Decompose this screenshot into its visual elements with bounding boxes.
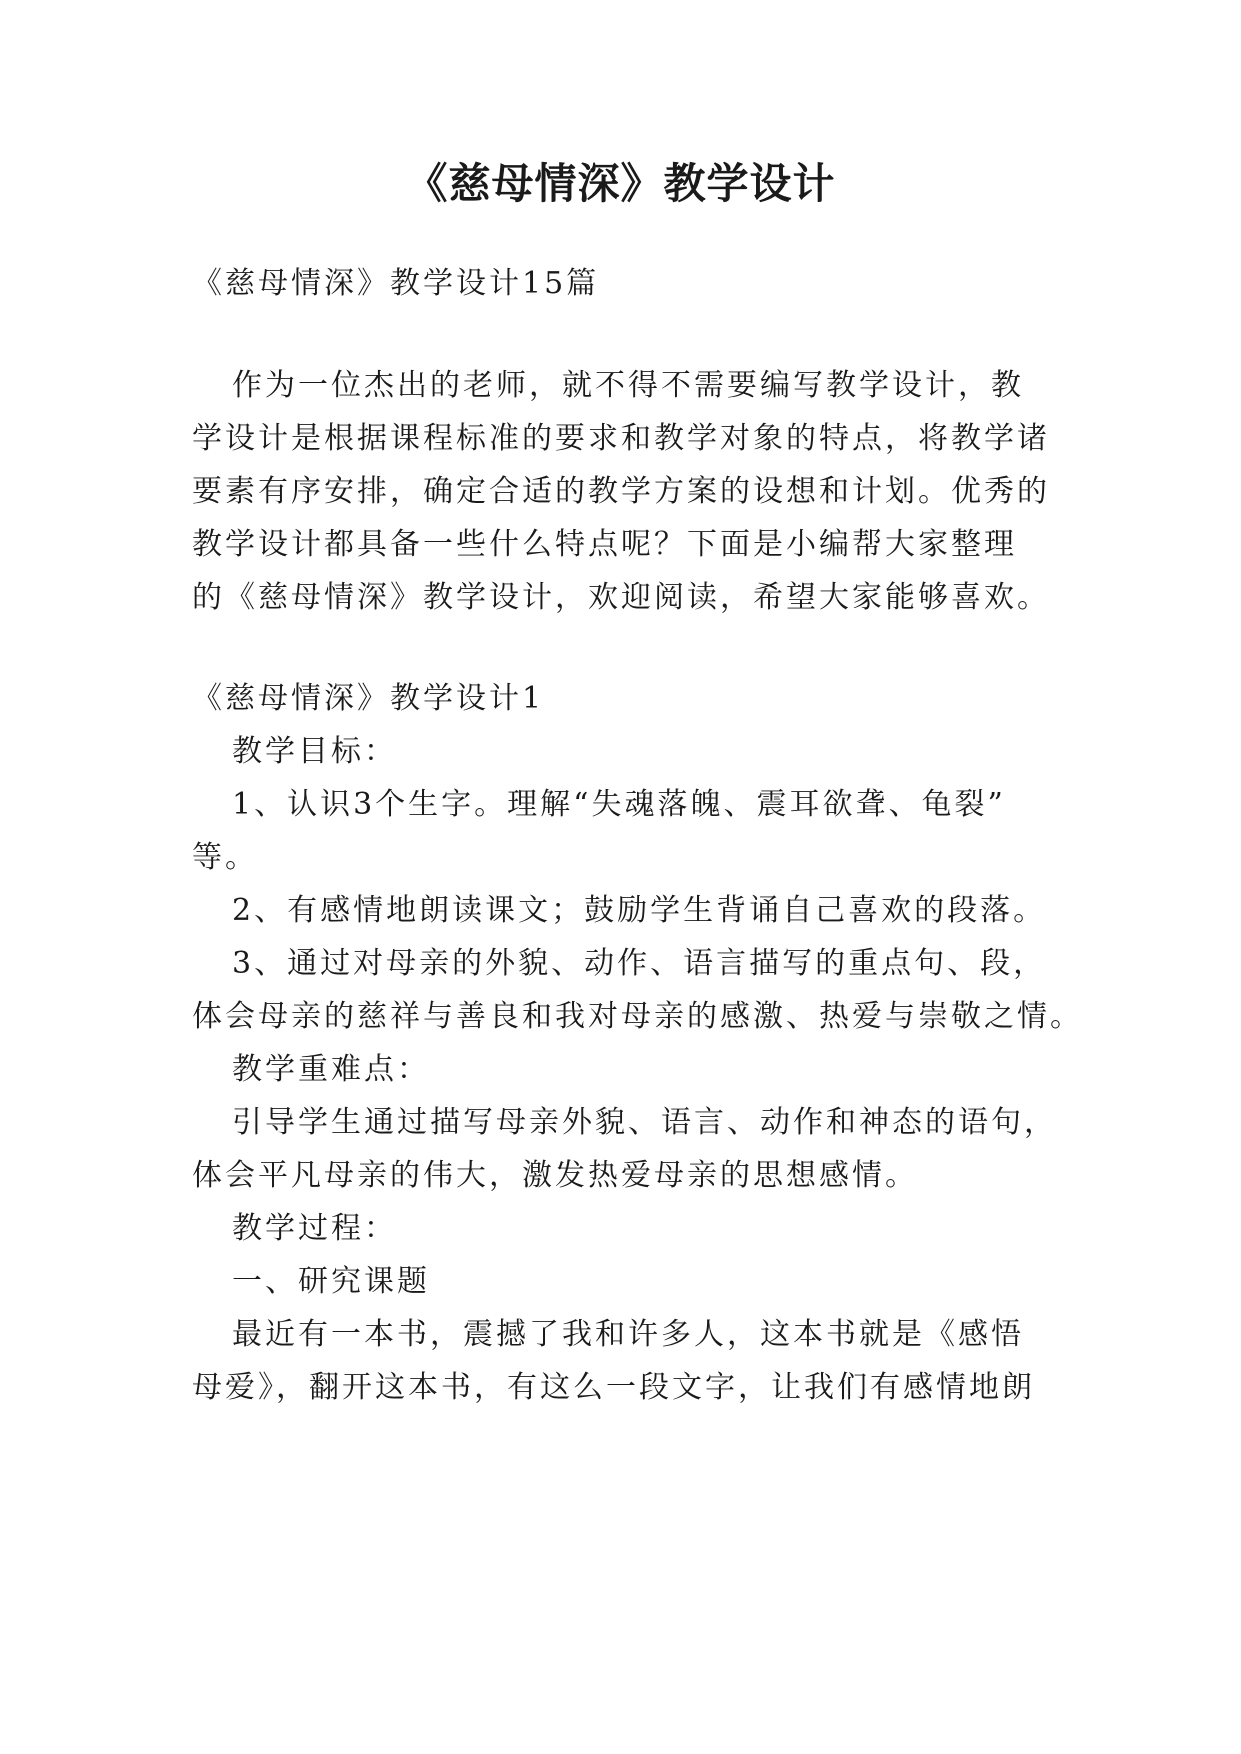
body-line-10: 教学过程： xyxy=(232,1211,397,1246)
body-line-4: 2、有感情地朗读课文；鼓励学生背诵自己喜欢的段落。 xyxy=(232,893,1047,928)
intro-line-4: 教学设计都具备一些什么特点呢？下面是小编帮大家整理 xyxy=(192,527,1017,562)
body-line-13: 母爱》，翻开这本书，有这么一段文字，让我们有感情地朗 xyxy=(192,1370,1035,1405)
body-line-7: 教学重难点： xyxy=(232,1052,430,1087)
subtitle: 《慈母情深》教学设计15篇 xyxy=(192,266,600,301)
body-line-1: 教学目标： xyxy=(232,734,397,769)
body-line-5: 3、通过对母亲的外貌、动作、语言描写的重点句、段， xyxy=(232,946,1047,981)
body-line-6: 体会母亲的慈祥与善良和我对母亲的感激、热爱与崇敬之情。 xyxy=(192,999,1083,1034)
body-line-2: 1、认识3个生字。理解“失魂落魄、震耳欲聋、龟裂” xyxy=(232,787,1006,822)
intro-line-5: 的《慈母情深》教学设计，欢迎阅读，希望大家能够喜欢。 xyxy=(192,580,1050,615)
body-line-3: 等。 xyxy=(192,840,258,875)
body-line-9: 体会平凡母亲的伟大，激发热爱母亲的思想感情。 xyxy=(192,1158,918,1193)
document-title: 《慈母情深》教学设计 xyxy=(405,159,836,208)
intro-line-2: 学设计是根据课程标准的要求和教学对象的特点，将教学诸 xyxy=(192,421,1050,456)
intro-line-3: 要素有序安排，确定合适的教学方案的设想和计划。优秀的 xyxy=(192,474,1050,509)
body-line-8: 引导学生通过描写母亲外貌、语言、动作和神态的语句， xyxy=(232,1105,1057,1140)
body-line-12: 最近有一本书，震撼了我和许多人，这本书就是《感悟 xyxy=(232,1317,1024,1352)
body-line-11: 一、研究课题 xyxy=(232,1264,430,1299)
section-heading: 《慈母情深》教学设计1 xyxy=(192,681,545,716)
intro-line-1: 作为一位杰出的老师，就不得不需要编写教学设计，教 xyxy=(232,368,1024,403)
